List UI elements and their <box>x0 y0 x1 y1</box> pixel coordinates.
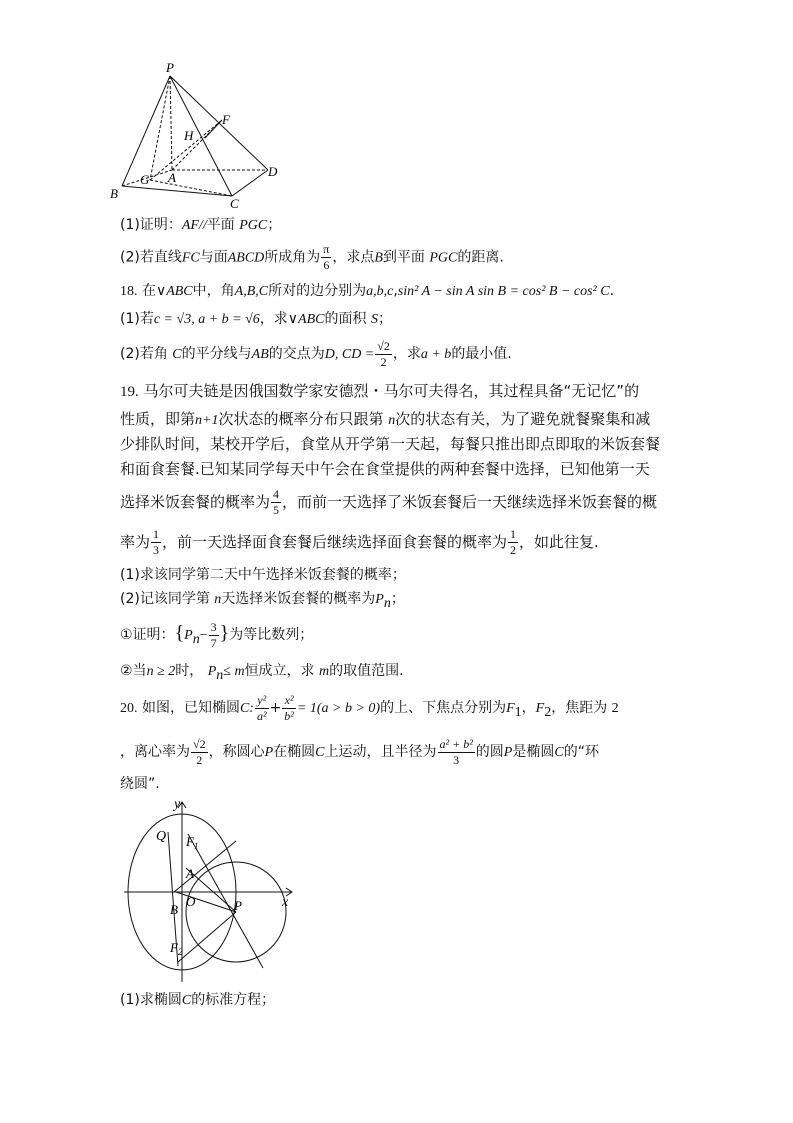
text: 马尔可夫链是因俄国数学家安德烈・马尔可夫得名，其过程具备“无记忆”的 <box>143 382 640 400</box>
text: ，称圆心 <box>208 744 265 760</box>
math: sin² A − sin A sin B = cos² B − cos² C <box>397 284 610 299</box>
math: S <box>370 312 378 327</box>
text: . <box>609 283 615 299</box>
text: 所成角为 <box>264 249 321 266</box>
text: 如图，已知椭圆 <box>141 700 240 716</box>
text: 的上、下焦点分别为 <box>380 700 507 716</box>
math: C <box>181 993 192 1008</box>
q17-part2 <box>120 242 504 274</box>
text: ②当 <box>120 663 147 679</box>
fraction: $\frac{\text{x²}}{\text{b²}}$ <box>284 692 294 723</box>
math: D, CD = <box>324 347 375 362</box>
text: 到平面 <box>382 249 425 266</box>
text: 所对的边分别为 <box>268 283 367 299</box>
q19-sub2 <box>120 661 404 686</box>
label-P: P <box>234 898 242 913</box>
axis-x-label: x <box>282 895 289 910</box>
q20-part1 <box>120 990 275 1011</box>
text: 恒成立，求 <box>244 663 315 679</box>
fraction: $\frac{3}{7}$ <box>210 619 217 650</box>
text: 的交点为 <box>268 346 325 362</box>
label-Q: Q <box>156 829 167 844</box>
q19-line4 <box>120 459 650 479</box>
q18-part2 <box>120 337 512 372</box>
brace-left: { <box>174 622 185 644</box>
fraction: $\frac{1}{2}$ <box>510 527 517 557</box>
q18-part1 <box>120 309 392 330</box>
text: 的“环 <box>563 744 599 760</box>
q19-sub1 <box>120 616 313 657</box>
math: P <box>264 745 274 760</box>
axis-y-label: y <box>174 797 181 812</box>
text: ①证明： <box>120 627 175 643</box>
q18-stem: 18. 在∨ABC中，角A,B,C所对的边分别为a,b,c,sin² A − sin A sin B = cos² B − cos² C. <box>120 283 615 299</box>
fraction: $\frac{\text{y²}}{\text{a²}}$ <box>256 692 267 723</box>
math: C: <box>239 701 254 716</box>
subscript: n <box>192 631 200 647</box>
math: P <box>375 592 384 607</box>
fraction: $\frac{\pi}{6}$ <box>323 242 330 272</box>
math: a + b <box>420 347 452 362</box>
label-F1: $F_1$ <box>186 834 199 851</box>
label-A: A <box>168 170 176 185</box>
math: F <box>506 701 515 716</box>
math: A,B,C <box>234 284 269 299</box>
q19-line1 <box>120 381 639 402</box>
math: ∨ABC <box>287 312 325 327</box>
math: n <box>388 413 396 428</box>
text: ， <box>521 700 536 716</box>
subscript: 1 <box>514 704 522 720</box>
text: ，求 <box>392 346 421 362</box>
text: ，前一天选择面食套餐后继续选择面食套餐的概率为 <box>162 533 508 551</box>
text: ，离心率为 <box>120 744 190 760</box>
text: (2)记该同学第 <box>120 591 210 607</box>
text: ，而前一天选择了米饭套餐后一天继续选择米饭套餐的概 <box>282 493 658 511</box>
math: c = √3, a + b = √6 <box>153 312 260 327</box>
label-C: C <box>230 196 239 210</box>
math: n+1 <box>195 413 219 428</box>
text: 与面 <box>199 249 228 266</box>
text: 是椭圆 <box>512 744 555 760</box>
label-P: P <box>166 60 174 75</box>
math: ≤ m <box>223 664 245 679</box>
text: ，焦距为 <box>551 700 608 716</box>
subscript: 2 <box>544 704 552 720</box>
math: = 1(a > b > 0) <box>296 701 381 716</box>
text: 次状态的概率分布只跟第 <box>218 410 384 428</box>
math: PGC <box>239 218 268 233</box>
math: AF// <box>181 218 207 233</box>
q19-line3 <box>120 434 660 454</box>
math: PGC <box>429 250 458 266</box>
text: ； <box>377 311 392 327</box>
text: 的取值范围. <box>329 663 404 679</box>
label-G: G <box>140 172 150 187</box>
ellipse-figure <box>118 796 303 986</box>
pyramid-figure <box>110 60 290 210</box>
subscript: n <box>383 595 391 611</box>
q17-part1 <box>120 215 281 236</box>
question-number: 18. <box>120 284 138 299</box>
text: 少排队时间，某校开学后，食堂从开学第一天起，每餐只推出即点即取的米饭套餐 <box>120 435 661 453</box>
text: 平面 <box>206 217 235 233</box>
q19-part1 <box>120 565 406 585</box>
text: ； <box>267 217 282 233</box>
math: C <box>172 347 182 362</box>
label-D: D <box>268 164 278 179</box>
fraction: $\frac{1}{3}$ <box>153 527 160 557</box>
question-number: 20. <box>120 701 138 716</box>
text: 在 <box>141 283 156 299</box>
math: FC <box>181 250 200 266</box>
text: (1)若 <box>120 311 154 327</box>
text: (1)证明： <box>120 217 182 233</box>
math: ∨ABC <box>155 284 193 299</box>
text: 次的状态有关，为了避免就餐聚集和减 <box>395 410 651 428</box>
text: 性质，即第 <box>120 410 196 428</box>
text: 绕圆”. <box>120 776 160 792</box>
math: ABCD <box>227 250 265 266</box>
q20-line3 <box>120 774 160 794</box>
math: 2 <box>611 701 619 716</box>
text: 的距离. <box>457 249 504 266</box>
math: C <box>554 745 564 760</box>
label-F2: $F_2$ <box>170 940 183 957</box>
text: 的圆 <box>475 744 504 760</box>
math: F <box>535 701 545 716</box>
subscript: n <box>216 667 224 683</box>
text: (2)若角 <box>120 346 168 362</box>
text: (1)求该同学第二天中午选择米饭套餐的概率； <box>120 567 406 583</box>
q19-line5 <box>120 484 657 520</box>
math: P <box>184 628 193 643</box>
brace-right: } <box>219 622 230 644</box>
text: 的面积 <box>324 311 367 327</box>
text: 在椭圆 <box>273 744 316 760</box>
math: n ≥ 2 <box>146 664 176 679</box>
text: 时， <box>175 663 204 679</box>
text: 为等比数列； <box>229 627 314 643</box>
text: 选择米饭套餐的概率为 <box>120 493 271 511</box>
label-F: F <box>222 112 230 127</box>
q19-line6 <box>120 524 599 560</box>
label-H: H <box>184 128 194 143</box>
q19-part2 <box>120 589 405 614</box>
text: ，求点 <box>332 249 375 266</box>
fraction: $\frac{4}{5}$ <box>273 487 280 517</box>
text: 和面食套餐.已知某同学每天中午会在食堂提供的两种套餐中选择，已知他第一天 <box>120 460 650 478</box>
label-A: A <box>186 866 194 881</box>
math: AB <box>251 347 269 362</box>
text: ，如此往复. <box>519 533 599 551</box>
text: ，求 <box>259 311 288 327</box>
math: C <box>315 745 325 760</box>
text: (1)求椭圆 <box>120 992 182 1008</box>
text: ； <box>390 591 405 607</box>
q20-line2 <box>120 734 599 771</box>
math: P <box>207 664 217 679</box>
text: 的平分线与 <box>181 346 252 362</box>
math: m <box>319 664 330 679</box>
text: 的标准方程； <box>191 992 276 1008</box>
math: n <box>214 592 222 607</box>
q19-line2 <box>120 409 650 431</box>
text: 天选择米饭套餐的概率为 <box>221 591 376 607</box>
fraction: $\frac{\text{a² + b²}}{3}$ <box>439 736 473 767</box>
math: B <box>374 250 383 266</box>
label-B: B <box>110 186 118 201</box>
text: 中，角 <box>192 283 235 299</box>
question-number: 19. <box>120 384 139 400</box>
q20-line1: 20. 如图，已知椭圆C: $\frac{\text{y²}}{\text{a²}}$ + $\frac{\text{x²}}{\text{b²}}$ = 1(a > b > 0)的上、下焦点分别为$F_1$，$F_2$，焦距为 2 <box>120 692 619 723</box>
fraction: $\frac{√2}{2}$ <box>193 736 206 767</box>
math: − <box>199 628 208 643</box>
text: 上运动，且半径为 <box>324 744 437 760</box>
label-B: B <box>170 902 178 917</box>
math: P <box>503 745 513 760</box>
text: (2)若直线 <box>120 249 182 266</box>
label-O: O <box>186 894 196 909</box>
math: a,b,c <box>366 284 394 299</box>
text: 的最小值. <box>451 346 512 362</box>
fraction: $\frac{√2}{2}$ <box>377 338 390 369</box>
text: 率为 <box>120 533 151 551</box>
